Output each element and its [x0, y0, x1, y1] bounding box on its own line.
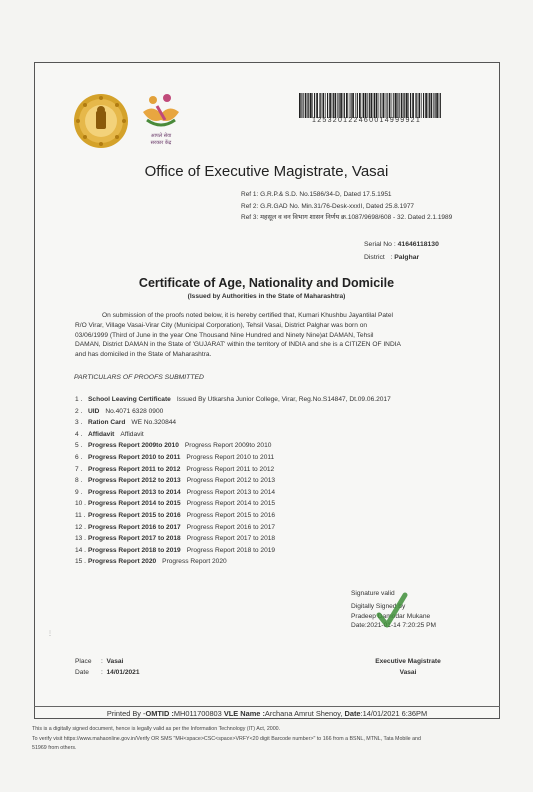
barcode-bar [408, 93, 409, 118]
proof-item [75, 442, 391, 454]
proof-name: Progress Report 2009to 2010 [88, 442, 179, 450]
proof-number: 8 . [75, 477, 83, 485]
signature-line-2: Pradeep Damodar Mukane [351, 612, 431, 620]
barcode-bar [406, 93, 408, 118]
body-line-5: and has domiciled in the State of Maharashtra. [75, 351, 212, 359]
barcode-bar [392, 93, 393, 118]
proof-item [75, 500, 391, 512]
proof-number: 12 . [75, 523, 86, 531]
serial-value: 41646118130 [397, 241, 439, 248]
barcode-bar [355, 93, 356, 118]
proof-number: 2 . [75, 407, 83, 415]
barcode-bar [310, 93, 312, 118]
footer-date-label: Date [344, 709, 361, 718]
barcode-bar [419, 93, 421, 118]
signature-line-3: Date:2021-01-14 7:20:25 PM [351, 622, 437, 630]
proof-name: Progress Report 2015 to 2016 [88, 511, 181, 519]
barcode-bar [385, 93, 386, 118]
barcode-bar [339, 93, 340, 118]
proof-detail: Progress Report 2011 to 2012 [186, 465, 275, 473]
vle-value: Archana Amrut Shenoy, [264, 709, 343, 718]
barcode-bar [415, 93, 416, 118]
proof-detail: Progress Report 2013 to 2014 [186, 488, 276, 496]
barcode-bar [308, 93, 309, 118]
barcode-bar [319, 93, 320, 118]
barcode-bar [433, 93, 434, 118]
body-line-4: DAMAN, District DAMAN in the State of 'GUJARAT' within the territory of INDIA and she is a CITIZEN OF INDIA [75, 341, 401, 349]
proof-detail: Progress Report 2020 [162, 558, 227, 566]
body-line-2: R/O Virar, Village Vasai-Virar City (Municipal Corporation), Tehsil Vasai, District Palghar was born on [75, 321, 368, 329]
proof-name: Progress Report 2020 [88, 558, 157, 566]
barcode-bar [359, 93, 361, 118]
barcode-bar [369, 93, 370, 118]
body-line-3: 03/06/1999 (Third of June in the year One Thousand Nine Hundred and Ninety Nine)at DAMAN, Tehsil [75, 331, 374, 339]
proof-name: Progress Report 2011 to 2012 [88, 465, 181, 473]
barcode-bar [367, 93, 368, 118]
aapale-sarkar-emblem-icon [137, 90, 185, 146]
barcode-bar [352, 93, 354, 118]
barcode-bar [335, 93, 337, 118]
barcode-bar [425, 93, 427, 118]
note-line-3: 51969 from others. [32, 745, 77, 752]
proof-name: Progress Report 2010 to 2011 [88, 453, 181, 461]
proof-detail: Progress Report 2015 to 2016 [186, 511, 276, 519]
footer-date-value: :14/01/2021 6:36PM [360, 709, 428, 718]
reference-3: Ref 3: महसूल व वन विभाग शासन निर्णय क्र.1087/9698/608 - 32. Dated 2.1.1989 [241, 214, 453, 221]
barcode-number: 125320122460014999921 [312, 117, 422, 124]
barcode-bar [383, 93, 385, 118]
barcode-bar [305, 93, 307, 118]
barcode-bar [393, 93, 394, 118]
certificate-body [75, 311, 447, 360]
office-title: Office of Executive Magistrate, Vasai [144, 163, 389, 180]
place-label: Place [75, 658, 92, 665]
proof-detail: Progress Report 2014 to 2015 [186, 500, 276, 508]
barcode-bar [401, 93, 403, 118]
omtid-label: OMTID : [145, 709, 174, 718]
barcode-bar [399, 93, 400, 118]
proof-name: School Leaving Certificate [88, 396, 171, 403]
proof-number: 13 . [75, 535, 86, 543]
proof-detail: Progress Report 2010 to 2011 [186, 453, 275, 461]
reference-1: Ref 1: G.R.P.& S.D. No.1586/34-D, Dated 17.5.1951 [241, 191, 392, 198]
barcode-bar [299, 93, 301, 118]
barcode-bar [421, 93, 422, 118]
barcode-bar [371, 93, 373, 118]
barcode-bar [329, 93, 331, 118]
proof-name: Progress Report 2017 to 2018 [88, 535, 181, 543]
authority-location: Vasai [399, 669, 417, 676]
barcode-bar [363, 93, 364, 118]
barcode-bar [351, 93, 352, 118]
certificate-title: Certificate of Age, Nationality and Domicile [138, 276, 395, 290]
proofs-list [75, 396, 391, 570]
proof-number: 10 . [75, 500, 86, 508]
proof-name: Ration Card [88, 419, 126, 427]
barcode-bar [379, 93, 380, 118]
proof-detail: Progress Report 2018 to 2019 [186, 546, 276, 554]
barcode-bar [431, 93, 433, 118]
barcode-bar [346, 93, 348, 118]
barcode-bar [389, 93, 391, 118]
barcode-bar [428, 93, 429, 118]
note-line-1: This is a digitally signed document, hence is legally valid as per the Information Technology (IT) Act, 2000. [32, 726, 281, 732]
barcode-bar [376, 93, 378, 118]
proof-number: 15 . [75, 558, 86, 566]
barcode-bar [362, 93, 363, 118]
proof-number: 3 . [75, 419, 83, 427]
proof-item [75, 489, 391, 501]
barcode-bar [380, 93, 381, 118]
signature-line-1: Digitally Signed by [351, 602, 406, 610]
proof-item [75, 454, 391, 466]
omtid-value: MH011700803 [173, 709, 222, 718]
proof-detail: WE No.320844 [131, 419, 177, 427]
district-label: District [364, 254, 385, 261]
barcode-bar [435, 93, 436, 118]
barcode-bar [314, 93, 315, 118]
signature-valid-check-icon [373, 589, 409, 633]
barcode-bar [307, 93, 308, 118]
svg-text:सरकार केंद्र: सरकार केंद्र [150, 140, 172, 146]
reference-list [241, 189, 452, 224]
barcode-bar [316, 93, 318, 118]
proof-detail: No.4071 6328 0900 [105, 407, 164, 415]
date-label: Date [75, 669, 89, 676]
proof-item [75, 558, 391, 570]
proof-name: Progress Report 2016 to 2017 [88, 523, 181, 531]
barcode-bar [340, 93, 342, 118]
barcode-bar [404, 93, 405, 118]
note-line-2: To verify visit https://www.mahaonline.gov.in/Verify OR SMS "MH<space>CSC<space>VRFY<20 digit Barcode number>" to 166 from a BSNL, MTNL, Tata Mobile and [32, 735, 421, 742]
barcode-bar [301, 93, 302, 118]
barcode-bar [320, 93, 321, 118]
barcode-bar [343, 93, 344, 118]
barcode-bar [423, 93, 424, 118]
verification-note [32, 725, 512, 754]
proof-detail: Progress Report 2012 to 2013 [186, 477, 276, 485]
proof-name: Progress Report 2014 to 2015 [88, 500, 181, 508]
serial-label: Serial No [364, 241, 392, 248]
proof-number: 6 . [75, 453, 83, 461]
district-value: Palghar [394, 254, 420, 261]
barcode-bar [333, 93, 334, 118]
proof-item [75, 524, 391, 536]
barcode-bar [374, 93, 375, 118]
barcode-bar [436, 93, 438, 118]
vle-label: VLE Name : [223, 709, 265, 718]
proof-item [75, 419, 391, 431]
barcode-bar [429, 93, 430, 118]
signature-status: Signature valid [351, 590, 395, 597]
proof-name: Affidavit [88, 430, 115, 438]
authority-block [340, 656, 476, 678]
date-value: 14/01/2021 [106, 669, 140, 676]
proof-name: Progress Report 2012 to 2013 [88, 477, 181, 485]
proof-number: 9 . [75, 488, 83, 496]
proof-item [75, 431, 391, 443]
proof-name: UID [88, 407, 100, 415]
barcode-bar [365, 93, 367, 118]
proof-item [75, 535, 391, 547]
barcode-bar [337, 93, 338, 118]
place-date-block: Place : Vasai Date : 14/01/2021 [75, 658, 140, 676]
barcode-bar [410, 93, 411, 118]
barcode-bar [357, 93, 358, 118]
proof-detail: Issued By Utkarsha Junior College, Virar, Reg.No.S14847, Dt.09.06.2017 [176, 396, 391, 403]
proof-detail: Progress Report 2017 to 2018 [186, 535, 276, 543]
proof-item [75, 547, 391, 559]
place-value: Vasai [106, 658, 124, 665]
proof-number: 7 . [75, 465, 83, 473]
barcode-bar [344, 93, 345, 118]
svg-text:आपले सेवा: आपले सेवा [150, 133, 172, 139]
barcode-bar [395, 93, 397, 118]
barcode-bar [312, 93, 313, 118]
proof-detail: Affidavit [120, 430, 144, 438]
proof-number: 4 . [75, 430, 83, 438]
barcode-bar [440, 93, 441, 118]
barcode-bar [397, 93, 398, 118]
reference-2: Ref 2: G.R.GAD No. Min.31/76-Desk-xxxII, Dated 25.8.1977 [241, 202, 415, 210]
serial-block: Serial No : 41646118130 District : Palghar [364, 241, 439, 261]
printed-by-bar [34, 706, 500, 720]
barcode-bar [323, 93, 325, 118]
body-line-1: On submission of the proofs noted below, it is hereby certified that, Kumari Khushbu Jayantilal Patel [102, 312, 394, 319]
proof-item [75, 512, 391, 524]
proof-name: Progress Report 2013 to 2014 [88, 488, 181, 496]
barcode-bar [416, 93, 417, 118]
margin-mark: ⋮ [47, 631, 53, 637]
barcode-bar [332, 93, 333, 118]
proof-number: 1 . [75, 396, 83, 403]
maharashtra-govt-seal-icon [73, 93, 129, 149]
barcode-bar [412, 93, 414, 118]
proof-item [75, 477, 391, 489]
proof-number: 14 . [75, 546, 86, 554]
proof-item [75, 408, 391, 420]
proof-detail: Progress Report 2016 to 2017 [186, 523, 276, 531]
certificate-subtitle: (Issued by Authorities in the State of Maharashtra) [187, 293, 346, 300]
barcode-bar [373, 93, 374, 118]
proof-name: Progress Report 2018 to 2019 [88, 546, 181, 554]
proof-item [75, 396, 391, 408]
barcode-bar [439, 93, 440, 118]
barcode [299, 93, 441, 118]
authority-title: Executive Magistrate [375, 658, 441, 665]
barcode-bar [349, 93, 350, 118]
printed-by-label: Printed By - [106, 709, 146, 718]
proof-number: 5 . [75, 442, 83, 450]
proofs-heading: PARTICULARS OF PROOFS SUBMITTED [74, 374, 204, 381]
barcode-bar [327, 93, 328, 118]
proof-number: 11 . [75, 511, 86, 519]
barcode-bar [325, 93, 326, 118]
proof-item [75, 466, 391, 478]
barcode-bar [403, 93, 404, 118]
proof-detail: Progress Report 2009to 2010 [184, 442, 272, 450]
barcode-bar [387, 93, 388, 118]
barcode-bar [303, 93, 304, 118]
